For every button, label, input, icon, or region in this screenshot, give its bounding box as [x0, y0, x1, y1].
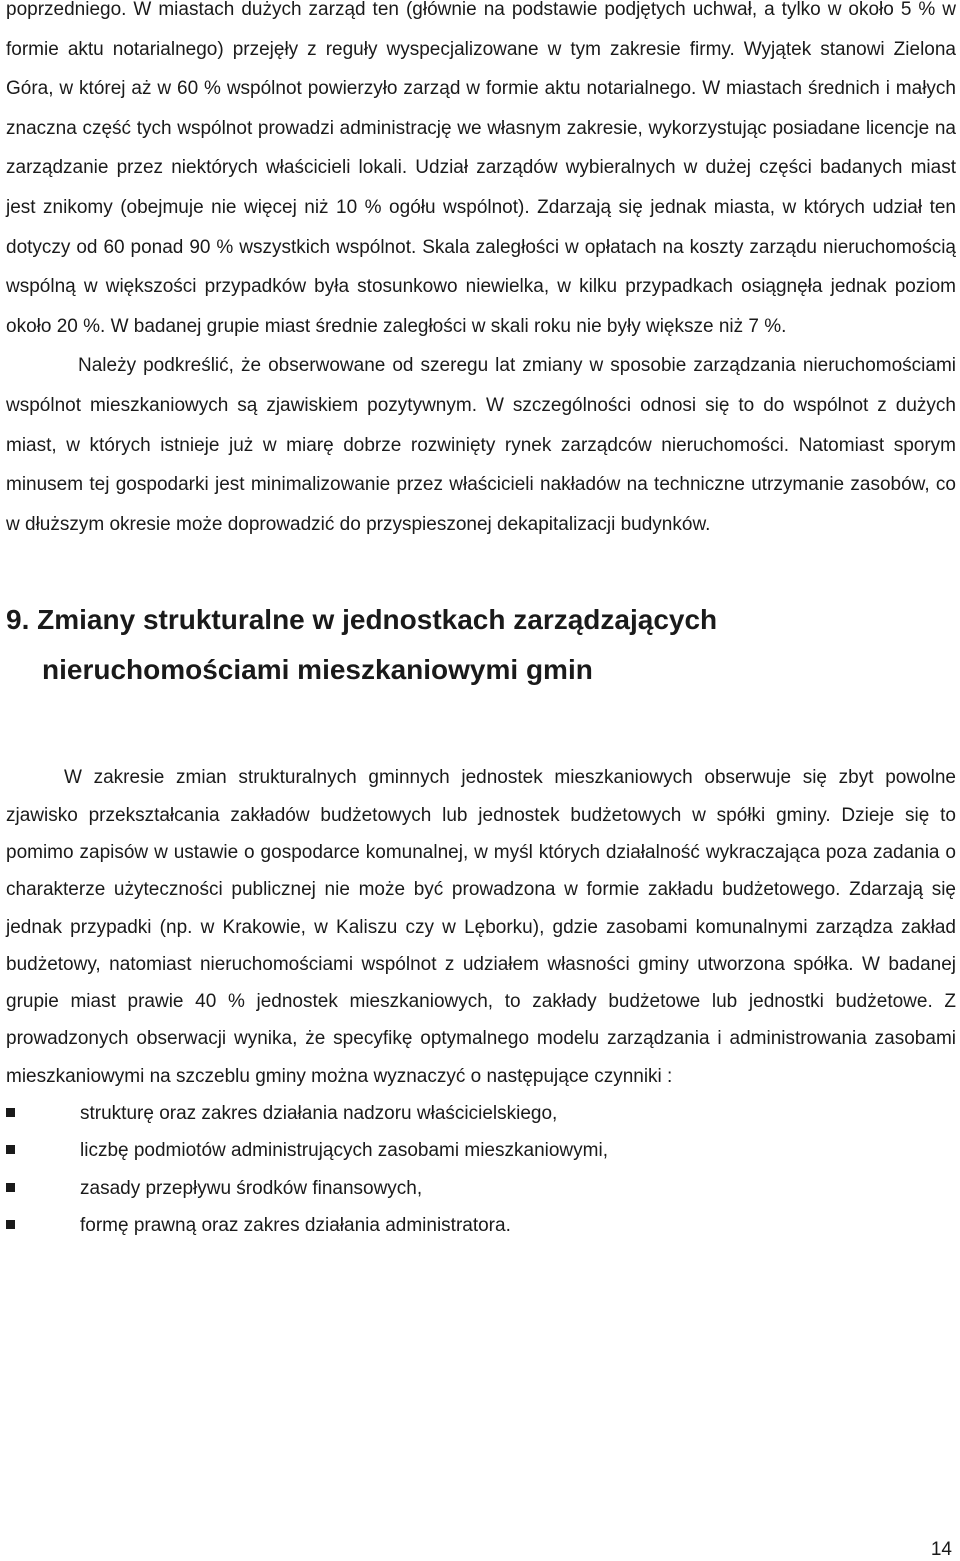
document-page [6, 0, 956, 1244]
list-item-text: strukturę oraz zakres działania nadzoru właścicielskiego, [80, 1102, 558, 1124]
list-item [6, 1132, 956, 1169]
list-item [6, 1170, 956, 1207]
square-bullet-icon [6, 1108, 15, 1117]
paragraph-zmiany-strukturalne: W zakresie zmian strukturalnych gminnych jednostek mieszkaniowych obserwuje się zbyt powolne zjawisko przekształcania zakładów budżetowych lub jednostek budżetowych w spółki gminy. Dzieje się to pomimo zapisów w ustawie o gospodarce komunalnej, w myśl których działalność wykraczająca poza zadania o charakterze użyteczności publicznej nie może być prowadzona w formie zakładu budżetowego. Zdarzają się jednak przypadki (np. w Krakowie, w Kaliszu czy w Lęborku), gdzie zasobami komunalnymi zarządza zakład budżetowy, natomiast nieruchomościami wspólnot z udziałem własności gminy utworzona spółka. W badanej grupie miast prawie 40 % jednostek mieszkaniowych, to zakłady budżetowe lub jednostki budżetowe. Z prowadzonych obserwacji wynika, że specyfikę optymalnego modelu zarządzania i administrowania zasobami mieszkaniowymi na szczeblu gminy można wyznaczyć o następujące czynniki : [6, 767, 956, 1087]
list-item-text: liczbę podmiotów administrujących zasobami mieszkaniowymi, [80, 1140, 608, 1162]
list-item-text: formę prawną oraz zakres działania administratora. [80, 1214, 511, 1236]
square-bullet-icon [6, 1145, 15, 1154]
list-item [6, 1207, 956, 1244]
section-heading: 9. Zmiany strukturalne w jednostkach zarządzających nieruchomościami mieszkaniowymi gmin [6, 604, 718, 686]
page-number: 14 [930, 1539, 952, 1560]
paragraph-wspolnoty-zarzad: poprzedniego. W miastach dużych zarząd ten (głównie na podstawie podjętych uchwał, a tylko w około 5 % w formie aktu notarialnego) przejęły z reguły wyspecjalizowane w tym zakresie firmy. Wyjątek stanowi Zielona Góra, w której aż w 60 % wspólnot powierzyło zarząd w formie aktu notarialnego. W miastach średnich i małych znaczna część tych wspólnot prowadzi administrację we własnym zakresie, wykorzystując posiadane licencje na zarządzanie przez niektórych właścicieli lokali. Udział zarządów wybieralnych w dużej części badanych miast jest znikomy (obejmuje nie więcej niż 10 % ogółu wspólnot). Zdarzają się jednak miasta, w których udział ten dotyczy od 60 ponad 90 % wszystkich wspólnot. Skala zaległości w opłatach na koszty zarządu nieruchomością wspólną w większości przypadków była stosunkowo niewielka, w kilku przypadkach osiągnęła jednak poziom około 20 %. W badanej grupie miast średnie zaległości w skali roku nie były większe niż 7 %. [6, 0, 956, 337]
list-item [6, 1095, 956, 1132]
factors-list [6, 1095, 956, 1244]
paragraph-zmiany-pozytywne: Należy podkreślić, że obserwowane od szeregu lat zmiany w sposobie zarządzania nieruchomościami wspólnot mieszkaniowych są zjawiskiem pozytywnym. W szczególności odnosi się to do wspólnot z dużych miast, w których istnieje już w miarę dobrze rozwinięty rynek zarządców nieruchomości. Natomiast sporym minusem tej gospodarki jest minimalizowanie przez właścicieli nakładów na techniczne utrzymanie zasobów, co w dłuższym okresie może doprowadzić do przyspieszonej dekapitalizacji budynków. [6, 355, 956, 535]
square-bullet-icon [6, 1220, 15, 1229]
list-item-text: zasady przepływu środków finansowych, [80, 1177, 423, 1199]
square-bullet-icon [6, 1183, 15, 1192]
